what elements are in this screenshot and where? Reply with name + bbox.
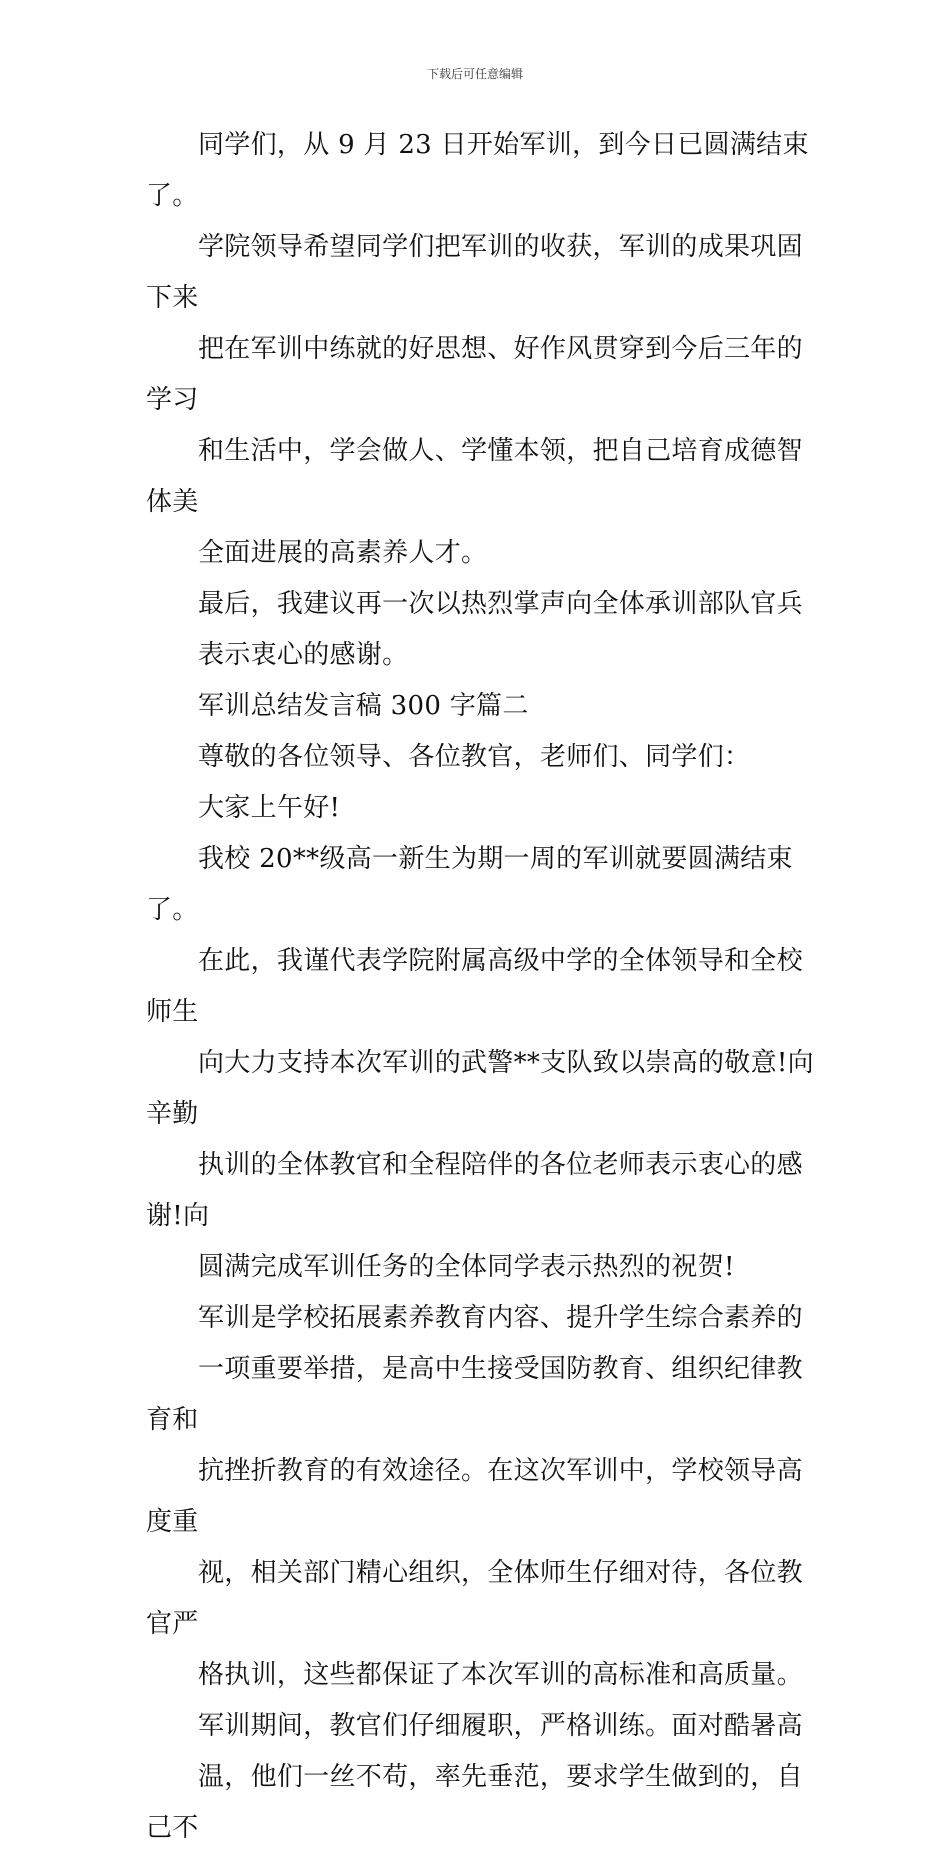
page-header: 下载后可任意编辑 [426,67,523,81]
paragraph-2 [146,579,816,681]
text-line: 大家上午好! [198,793,341,823]
text-line: 圆满完成军训任务的全体同学表示热烈的祝贺! [198,1252,735,1282]
text-line: 同学们，从 9 月 23 日开始军训，到今日已圆满结束了。 [146,130,809,211]
section-heading [146,681,816,732]
text-line: 军训是学校拓展素养教育内容、提升学生综合素养的 [198,1303,803,1333]
text-line: 军训总结发言稿 300 字篇二 [198,691,529,721]
salutation [146,732,816,783]
text-line: 执训的全体教官和全程陪伴的各位老师表示衷心的感谢!向 [146,1150,803,1231]
text-line: 把在军训中练就的好思想、好作风贯穿到今后三年的学习 [146,334,803,415]
text-line: 温，他们一丝不苟，率先垂范，要求学生做到的，自己不 [146,1762,803,1843]
text-line: 格执训，这些都保证了本次军训的高标准和高质量。 [198,1660,803,1690]
document-body [146,120,816,1854]
text-line: 向大力支持本次军训的武警**支队致以崇高的敬意!向辛勤 [146,1048,814,1129]
text-line: 一项重要举措，是高中生接受国防教育、组织纪律教育和 [146,1354,803,1435]
paragraph-1 [146,120,816,579]
text-line: 军训期间，教官们仔细履职，严格训练。面对酷暑高 [198,1711,803,1741]
paragraph-4 [146,1293,816,1701]
text-line: 学院领导希望同学们把军训的收获，军训的成果巩固下来 [146,232,803,313]
paragraph-5 [146,1701,816,1854]
greeting [146,783,816,834]
text-line: 在此，我谨代表学院附属高级中学的全体领导和全校师生 [146,946,803,1027]
text-line: 表示衷心的感谢。 [198,640,409,670]
text-line: 抗挫折教育的有效途径。在这次军训中，学校领导高度重 [146,1456,803,1537]
text-line: 和生活中，学会做人、学懂本领，把自己培育成德智体美 [146,436,803,517]
text-line: 尊敬的各位领导、各位教官，老师们、同学们： [198,742,751,772]
text-line: 全面进展的高素养人才。 [198,538,488,568]
text-line: 视，相关部门精心组织，全体师生仔细对待，各位教官严 [146,1558,803,1639]
text-line: 我校 20**级高一新生为期一周的军训就要圆满结束了。 [146,844,793,925]
paragraph-3 [146,834,816,1293]
text-line: 最后，我建议再一次以热烈掌声向全体承训部队官兵 [198,589,803,619]
